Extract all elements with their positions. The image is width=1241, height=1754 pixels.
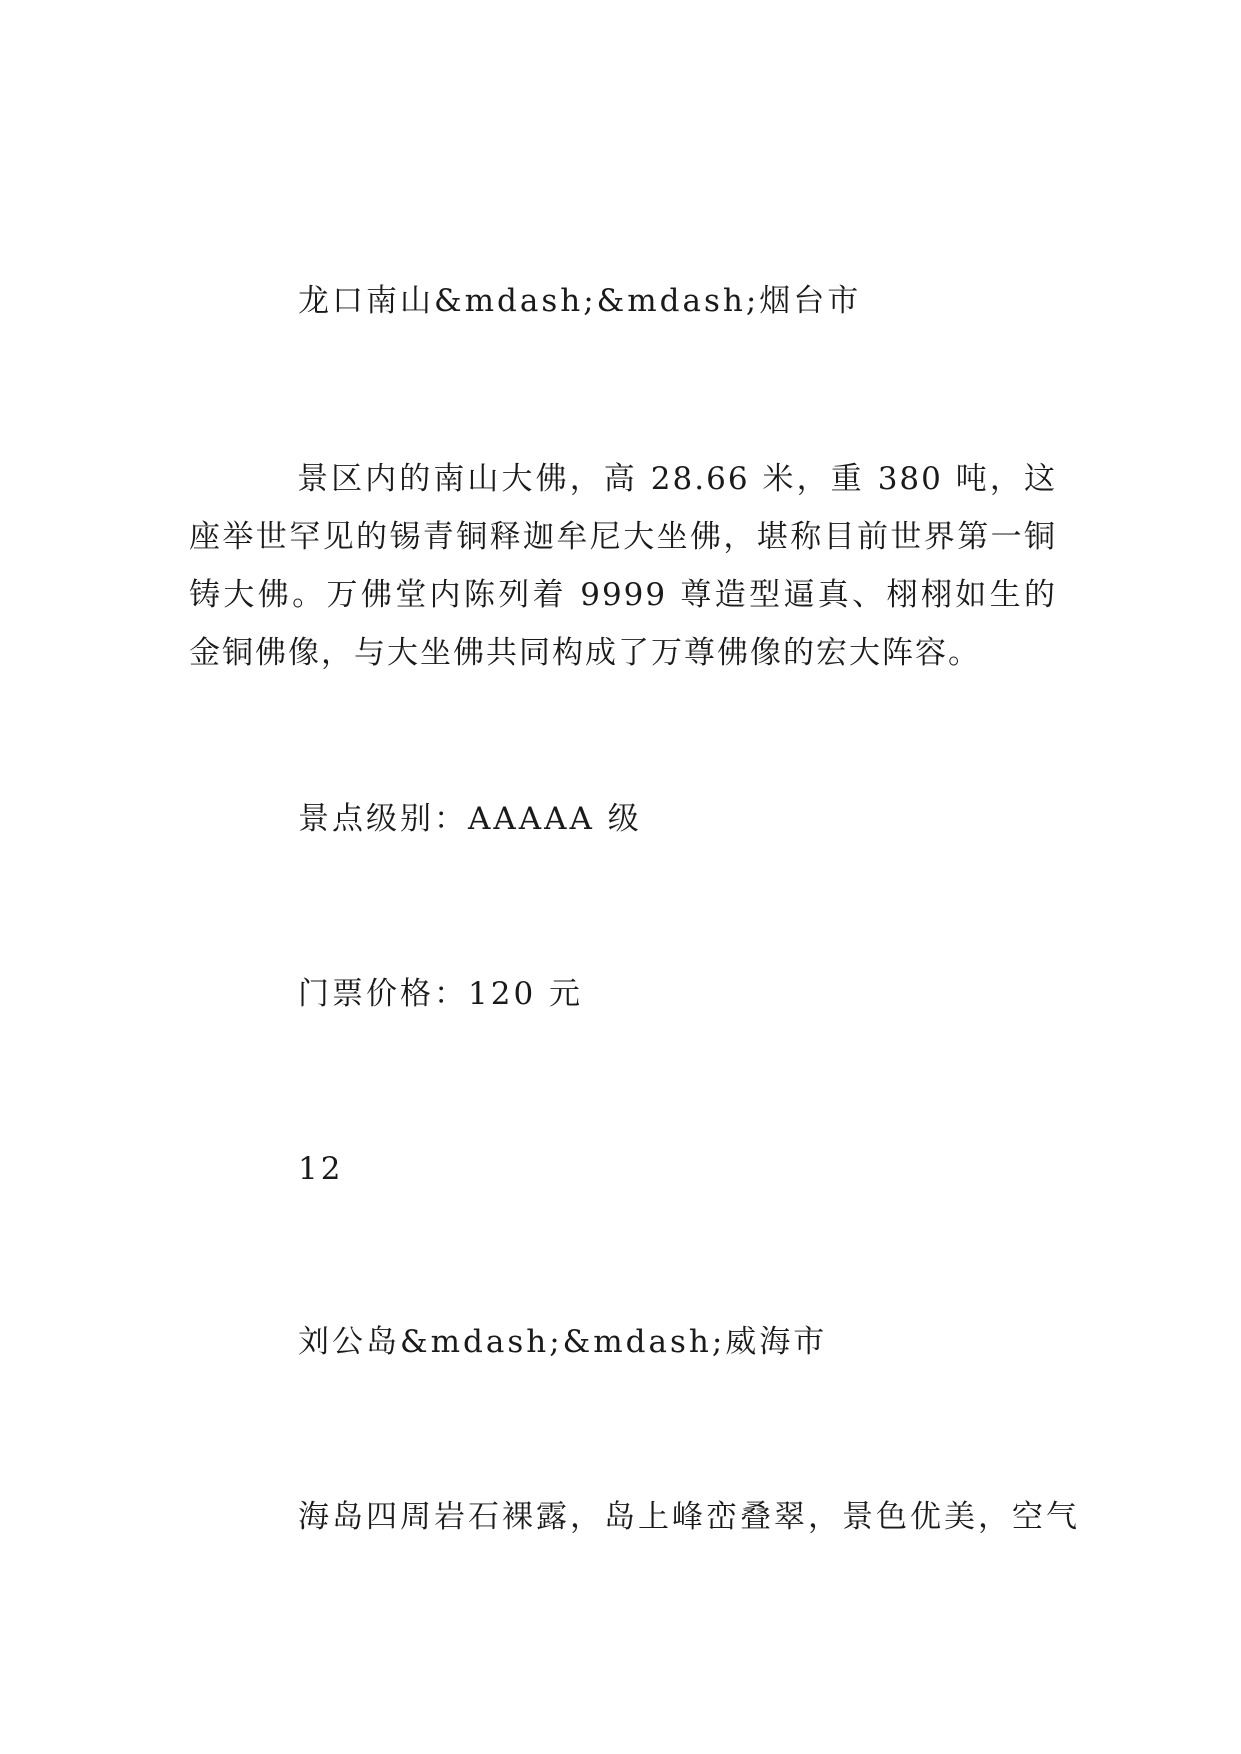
ticket-price-text: 门票价格：120 元	[298, 976, 584, 1012]
section-paragraph-nanshan-buddha: 景区内的南山大佛，高 28.66 米，重 380 吨，这座举世罕见的锡青铜释迦牟尼大坐佛，堪称目前世界第一铜铸大佛。万佛堂内陈列着 9999 尊造型逼真、栩栩如生的金铜佛像，与大坐佛共同构成了万尊佛像的宏大阵容。	[189, 461, 1057, 671]
scenic-level-text: 景点级别：AAAAA 级	[298, 801, 642, 837]
section-heading-longkou-nanshan: 龙口南山&mdash;&mdash;烟台市	[298, 283, 862, 319]
section-heading-liugong-island: 刘公岛&mdash;&mdash;威海市	[298, 1324, 828, 1360]
section-paragraph-liugong-island: 海岛四周岩石裸露，岛上峰峦叠翠，景色优美，空气	[298, 1499, 1080, 1535]
section-number: 12	[298, 1151, 344, 1187]
